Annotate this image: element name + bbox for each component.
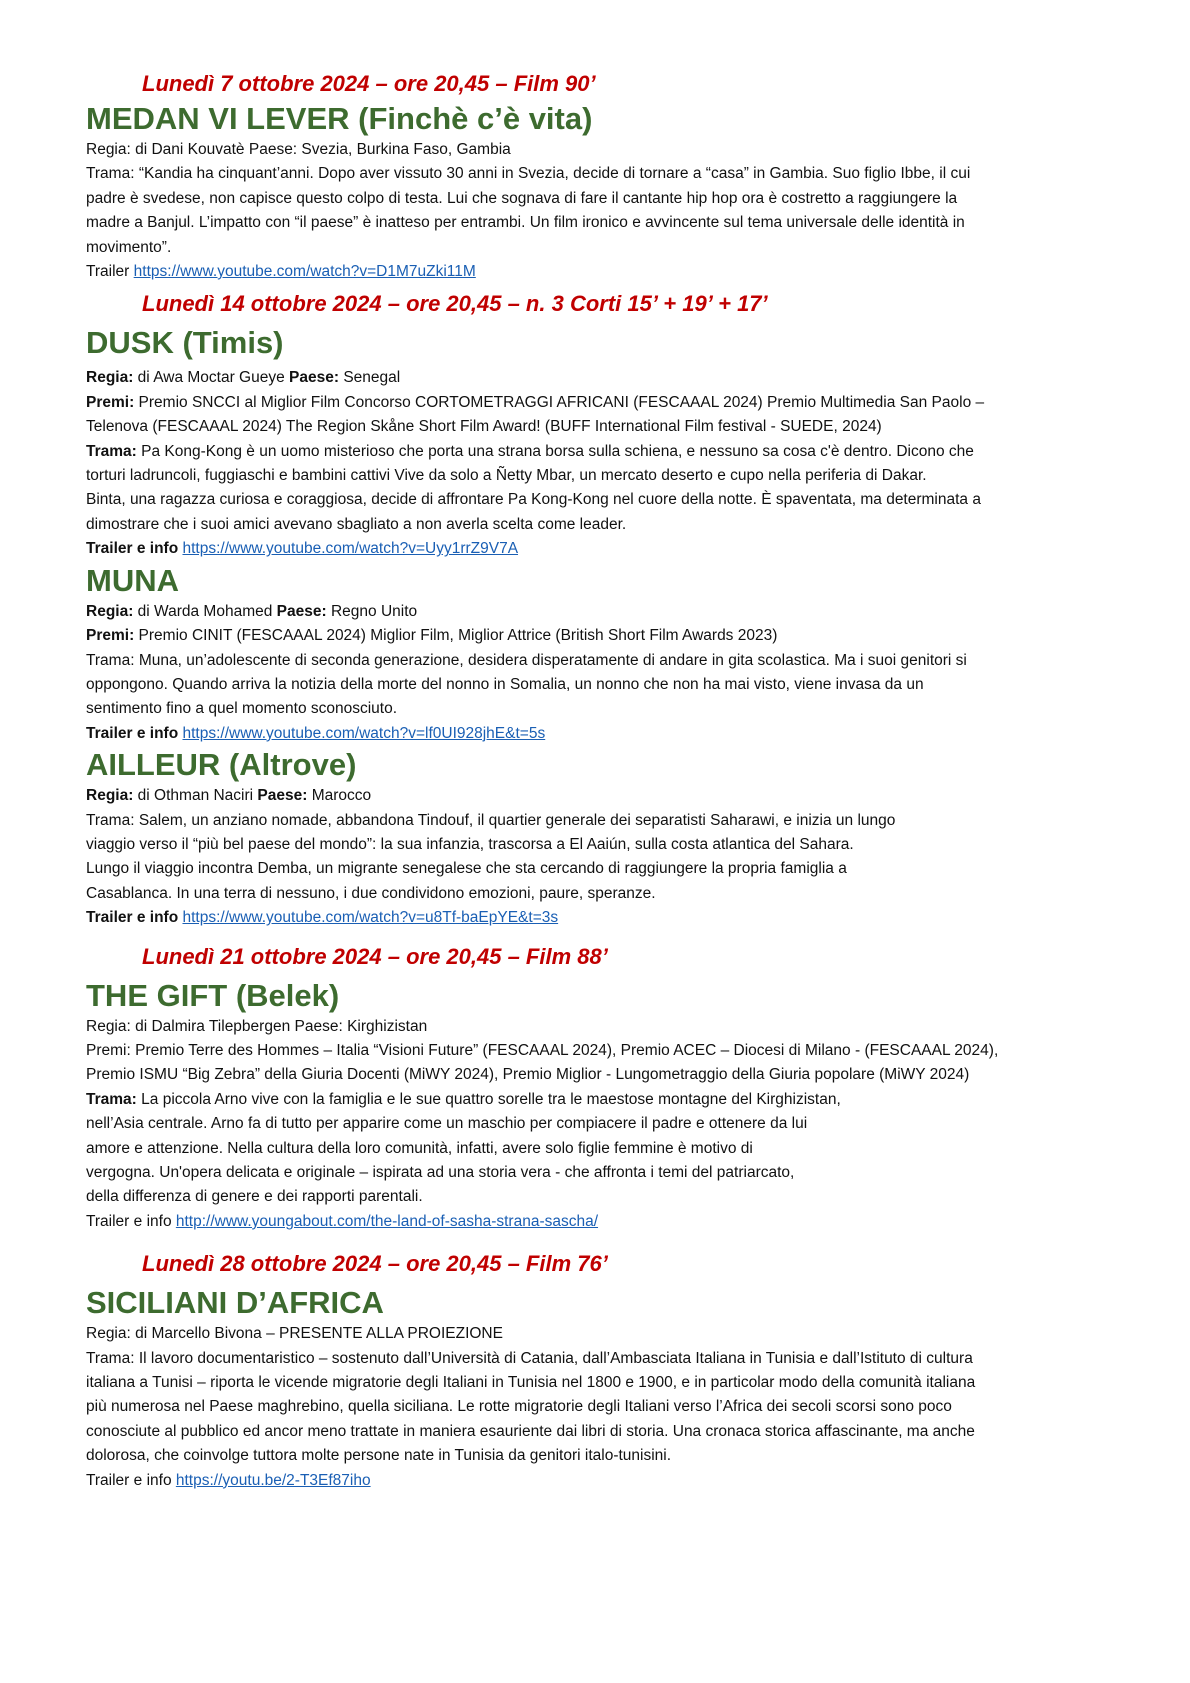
trama-line: padre è svedese, non capisce questo colpo di testa. Lui che sognava di fare il cantante hip hop ora è costretto a raggiungere la: [86, 189, 958, 207]
paese-value: Kirghizistan: [342, 1017, 428, 1035]
trama-text: “Kandia ha cinquant’anni. Dopo aver vissuto 30 anni in Svezia, decide di tornare a “casa” in Gambia. Suo figlio Ibbe, il cui: [134, 165, 971, 183]
trama-line: sentimento fino a quel momento sconosciuto.: [86, 700, 398, 718]
trailer-line: [86, 260, 1146, 284]
trama-line: [86, 1347, 1146, 1371]
trama-line: vergogna. Un'opera delicata e originale – ispirata ad una storia vera - che affronta i temi del patriarcato,: [86, 1164, 795, 1181]
trama-line: [86, 1088, 1146, 1112]
trama-text: Pa Kong-Kong è un uomo misterioso che porta una strana borsa sulla schiena, e nessuno sa cosa c'è dentro. Dicono che: [136, 442, 974, 460]
regia-label: Regia:: [86, 369, 134, 387]
trailer-line: [86, 906, 1146, 930]
trama-label: Trama:: [86, 442, 137, 460]
trama-line: [86, 649, 1146, 673]
trama-line: italiana a Tunisi – riporta le vicende migratorie degli Italiani in Tunisia nel 1800 e 1900, e in particolar modo della comunità italiana: [86, 1374, 976, 1392]
trama-line: nell’Asia centrale. Arno fa di tutto per apparire come un maschio per compiacere il padre e ottenere da lui: [86, 1115, 808, 1133]
trailer-label: Trailer e info: [86, 1471, 176, 1489]
film-credits-1: [86, 138, 1146, 162]
trailer-line: [86, 1210, 1146, 1234]
paese-value: Svezia, Burkina Faso, Gambia: [297, 141, 511, 158]
trailer-label: Trailer e info: [86, 724, 183, 742]
trama-line: viaggio verso il “più bel paese del mondo”: la sua infanzia, trascorsa a El Aaiún, sulla costa atlantica del Sahara.: [86, 835, 854, 853]
trailer-line: [86, 537, 1146, 561]
trama-line: Casablanca. In una terra di nessuno, i due condividono emozioni, paure, speranze.: [86, 884, 656, 902]
trama-line: dolorosa, che coinvolge tuttora molte persone nate in Tunisia da genitori italo-tunisini.: [86, 1447, 672, 1465]
premi-label: Premi:: [86, 1041, 131, 1059]
trama-line: amore e attenzione. Nella cultura della loro comunità, infatti, avere solo figlie femmine è motivo di: [86, 1139, 753, 1157]
trama-line: Binta, una ragazza curiosa e coraggiosa, decide di affrontare Pa Kong-Kong nel cuore della notte. È spaventata, ma determinata a: [86, 491, 981, 509]
trama-line: dimostrare che i suoi amici avevano sbagliato a non averla scelta come leader.: [86, 515, 627, 533]
regia-value: di Dalmira Tilepbergen: [130, 1017, 295, 1035]
premi-label: Premi:: [86, 393, 135, 411]
regia-value: di Dani Kouvatè: [130, 141, 249, 158]
trama-line: [86, 440, 1146, 464]
presente-note: PRESENTE ALLA PROIEZIONE: [279, 1325, 503, 1343]
film-credits-4: [86, 784, 1146, 808]
premi-text: Premio CINIT (FESCAAAL 2024) Miglior Film, Miglior Attrice (British Short Film Awards 2023): [134, 627, 778, 645]
trama-line: oppongono. Quando arriva la notizia della morte del nonno in Somalia, un nonno che non ha mai visto, viene invasa da un: [86, 675, 924, 693]
regia-label: Regia:: [86, 787, 134, 805]
paese-label: Paese:: [289, 369, 340, 387]
trailer-link[interactable]: https://www.youtube.com/watch?v=Uyy1rrZ9V7A: [182, 540, 519, 558]
premi-text: Premio SNCCI al Miglior Film Concorso CORTOMETRAGGI AFRICANI (FESCAAAL 2024) Premio Multimedia San Paolo –: [134, 393, 985, 411]
trama-text: Muna, un’adolescente di seconda generazione, desidera disperatamente di andare in gita scolastica. Ma i suoi genitori si: [134, 651, 967, 669]
trama-line: Lungo il viaggio incontra Demba, un migrante senegalese che sta cercando di raggiungere la propria famiglia a: [86, 860, 847, 878]
trailer-line: [86, 1469, 1146, 1493]
paese-value: Marocco: [307, 787, 372, 805]
trama-line: madre a Banjul. L’impatto con “il paese” è inatteso per entrambi. Un film ironico e avvincente sul tema universale delle identità in: [86, 214, 965, 232]
premi-line: [86, 624, 1146, 648]
screening-date-4: Lunedì 28 ottobre 2024 – ore 20,45 – Film 76’: [142, 1251, 608, 1277]
premi-line: Telenova (FESCAAAL 2024) The Region Skåne Short Film Award! (BUFF International Film festival - SUEDE, 2024): [86, 418, 882, 436]
trailer-link[interactable]: https://www.youtube.com/watch?v=u8Tf-baEpYE&t=3s: [182, 909, 559, 927]
trailer-link[interactable]: https://youtu.be/2-T3Ef87iho: [175, 1471, 371, 1489]
regia-value: di Marcello Bivona –: [130, 1325, 279, 1343]
film-title-medan-vi-lever: MEDAN VI LEVER (Finchè c’è vita): [86, 101, 593, 136]
trailer-label: Trailer e info: [86, 1212, 176, 1230]
trailer-link[interactable]: https://www.youtube.com/watch?v=lf0UI928jhE&t=5s: [182, 724, 546, 742]
paese-value: Senegal: [339, 369, 401, 387]
premi-line: Premio ISMU “Big Zebra” della Giuria Docenti (MiWY 2024), Premio Miglior - Lungometraggio della Giuria popolare (MiWY 2024): [86, 1066, 970, 1084]
trailer-label: Trailer e info: [86, 909, 183, 927]
trama-line: torturi ladruncoli, fuggiaschi e bambini cattivi Vive da solo a Ñetty Mbar, un mercato deserto e cupo nella periferia di Dakar.: [86, 467, 927, 485]
premi-line: [86, 1039, 1146, 1063]
trailer-label: Trailer e info: [86, 540, 183, 558]
trama-line: [86, 809, 1146, 833]
trama-label: Trama:: [86, 811, 135, 829]
film-title-dusk: DUSK (Timis): [86, 325, 284, 361]
trama-line: movimento”.: [86, 238, 172, 256]
paese-label: Paese:: [294, 1017, 343, 1035]
trama-text: Il lavoro documentaristico – sostenuto dall’Università di Catania, dall’Ambasciata Italiana in Tunisia e dall’Istituto di cultura: [134, 1349, 973, 1367]
screening-date-1: Lunedì 7 ottobre 2024 – ore 20,45 – Film 90’: [142, 71, 596, 96]
premi-text: Premio Terre des Hommes – Italia “Visioni Future” (FESCAAAL 2024), Premio ACEC – Diocesi di Milano - (FESCAAAL 2024),: [130, 1041, 999, 1059]
trailer-label: Trailer: [86, 263, 134, 281]
trama-text: La piccola Arno vive con la famiglia e le sue quattro sorelle tra le maestose montagne del Kirghizistan,: [136, 1090, 841, 1108]
trama-label: Trama:: [86, 165, 135, 183]
regia-label: Regia:: [86, 1325, 131, 1343]
film-title-the-gift: THE GIFT (Belek): [86, 977, 340, 1013]
trama-line: più numerosa nel Paese maghrebino, quella siciliana. Le rotte migratorie degli Italiani verso l’Africa dei secoli scorsi sono poco: [86, 1398, 952, 1416]
film-title-ailleur: AILLEUR (Altrove): [86, 747, 357, 783]
trailer-link[interactable]: http://www.youngabout.com/the-land-of-sasha-strana-sascha/: [175, 1212, 599, 1230]
film-credits-5: [86, 1015, 1146, 1039]
regia-value: di Othman Naciri: [133, 787, 258, 805]
trama-text: Salem, un anziano nomade, abbandona Tindouf, il quartier generale dei separatisti Saharawi, e inizia un lungo: [134, 811, 896, 829]
film-title-siciliani-d-africa: SICILIANI D’AFRICA: [86, 1285, 384, 1321]
trama-line: della differenza di genere e dei rapporti parentali.: [86, 1188, 423, 1206]
premi-line: [86, 391, 1146, 415]
regia-value: di Awa Moctar Gueye: [133, 369, 290, 387]
screening-date-2: Lunedì 14 ottobre 2024 – ore 20,45 – n. 3 Corti 15’ + 19’ + 17’: [142, 291, 768, 317]
trama-line: [86, 162, 1146, 186]
screening-date-3: Lunedì 21 ottobre 2024 – ore 20,45 – Film 88’: [142, 943, 608, 969]
trama-label: Trama:: [86, 1349, 135, 1367]
premi-label: Premi:: [86, 627, 135, 645]
regia-label: Regia:: [86, 1017, 131, 1035]
trama-label: Trama:: [86, 1090, 137, 1108]
film-credits-3: [86, 600, 1146, 624]
paese-value: Regno Unito: [326, 602, 418, 620]
regia-label: Regia:: [86, 602, 134, 620]
paese-label: Paese:: [276, 602, 327, 620]
paese-label: Paese:: [248, 141, 298, 158]
film-credits-2: [86, 366, 1146, 390]
program-content: [86, 70, 1146, 1493]
paese-label: Paese:: [257, 787, 308, 805]
regia-value: di Warda Mohamed: [133, 602, 277, 620]
film-credits-6: [86, 1322, 1146, 1346]
trailer-line: [86, 722, 1146, 746]
film-title-muna: MUNA: [86, 562, 179, 598]
trama-line: conosciute al pubblico ed ancor meno trattate in maniera esauriente dai libri di storia. Una cronaca storica affascinante, ma anche: [86, 1422, 975, 1440]
trama-label: Trama:: [86, 651, 135, 669]
trailer-link[interactable]: https://www.youtube.com/watch?v=D1M7uZki11M: [133, 263, 476, 281]
regia-label: Regia:: [86, 141, 131, 158]
